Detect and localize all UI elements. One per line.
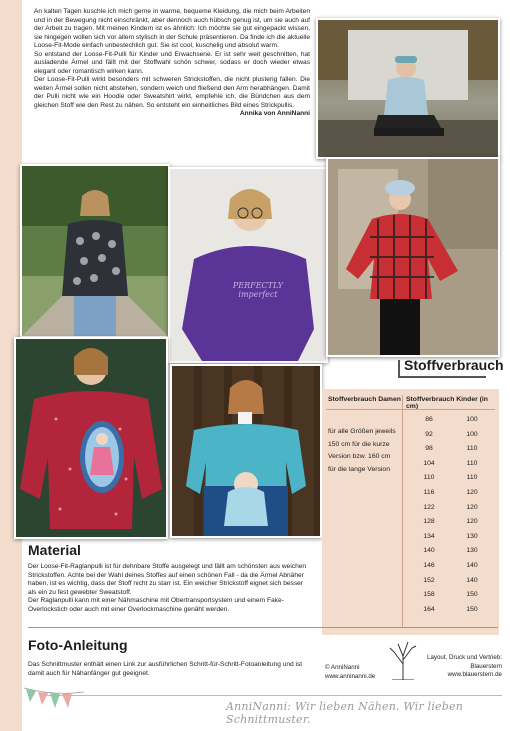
section-rule [28,627,498,628]
material-paragraph-1: Der Loose-Fit-Raglanpulli ist für dehnbare Stoffe ausgelegt und fällt am schönsten aus weichen Strickstoffen. Achte bei der Wahl deines Stoffes auf einen schönen Fall - da die Ärmel Abnäher haben, ist es wichtig, dass der Stoff nicht zu starr ist. Ein weicher Strickstoff eignet sich besser als ein zu fest gewebter Sweatstoff. [28,563,307,596]
photo-woman-purple-sweater-art [170,169,326,361]
publisher-website[interactable]: www.blauerstern.de [447,671,502,678]
brand-info [325,664,375,681]
material-heading: Material [28,542,81,558]
photo-woman-purple-sweater [168,167,328,363]
photo-woman-sitting [316,18,500,159]
foto-anleitung-heading: Foto-Anleitung [28,637,128,653]
tree-logo-icon [388,640,418,680]
table-column-divider [402,395,403,628]
stoffverbrauch-table [322,389,499,635]
photo-girl-plaid [326,157,500,357]
photo-woman-sitting-art [318,20,498,157]
photo-girl-red-sweater-art [16,339,166,537]
foto-anleitung-text: Das Schnittmuster enthält einen Link zur ausführlichen Schritt-für-Schritt-Fotoanleitung und ist damit auch für Nähanfänger gut geeignet. [28,661,303,677]
table-header-damen: Stoffverbrauch Damen [328,396,401,403]
copyright: © AnniNanni [325,664,360,671]
photo-girl-red-sweater [14,337,168,539]
intro-text [34,8,310,119]
intro-paragraph-1: An kalten Tagen kuschle ich mich gerne in warme, bequeme Kleidung, die mich beim Arbeiten und in der Bewegung nicht einschränkt, aber dennoch auch hübsch genug ist, um sie auch auf der Arbeit zu tragen. Mit meinen Kindern ist es ähnlich: Ich möchte sie gut eingepackt wissen, sie hingegen wollen sich vor allem stylisch in der Schule präsentieren. Da finde ich die aktuelle Loose-Fit-Mode einfach unbestechlich gut. Sie ist cool, kuschelig und absolut warm. [34,8,310,49]
website-link[interactable]: www.anninanni.de [325,672,376,680]
material-text [28,563,312,615]
photo-girl-grey-sweater [20,164,170,338]
table-sizes: 86 92 98 104 110 116 122 128 134 140 146 152 158 164 [423,416,435,613]
material-paragraph-2: Der Raglanpulli kann mit einer Nähmaschine mit Obertransportsystem und einem Fake-Overlockstich oder auch mit einer Overlockmaschine genäht werden. [28,597,284,613]
footer-slogan: AnniNanni: Wir lieben Nähen. Wir lieben Schnittmuster. [226,700,463,726]
publisher-label: Layout, Druck und Vertrieb: [427,654,502,661]
stoffverbrauch-heading: Stoffverbrauch [404,357,504,373]
intro-paragraph-3: Der Loose-Fit-Pulli wirkt besonders mit schweren Strickstoffen, die nicht plusterig fallen. Die weiten Ärmel sollen nicht abstehen, sondern weich und fließend den Arm herabhängen. Damit der Pulli nicht wie ein Hoodie oder Sweatshirt wirkt, empfehle ich, die Bündchen aus dem gleichen Stoff wie den Rest zu nähen. So entsteht ein einheitliches Bild eines Strickpullis. [34,76,310,109]
table-header-kinder: Stoffverbrauch Kinder (in cm) [406,396,488,410]
bunting-icon [24,686,84,720]
photo-girl-turquoise-sweater [170,364,322,538]
sweater-print-text: PERFECTLY imperfect [232,281,284,299]
publisher-info [426,654,502,680]
table-damen-text: für alle Größen jeweils 150 cm für die kurze Version bzw. 160 cm für die lange Version [328,428,396,473]
photo-girl-grey-sweater-art [22,166,168,336]
footer-rule [40,695,502,696]
publisher-name: Blauerstern [470,662,502,670]
intro-signature: Annika von AnniNanni [239,110,310,117]
photo-girl-plaid-art [328,159,498,355]
table-lengths: 100 100 110 110 110 120 120 120 130 130 140 140 150 150 [466,416,478,613]
photo-girl-turquoise-sweater-art [172,366,320,536]
intro-paragraph-2: So entstand der Loose-Fit-Pulli für Kinder und Erwachsene. Er ist sehr weit geschnitten, hat ausladende Ärmel und fällt mit der Stoffwahl schön schwer, sodass er doch wieder etwas elegant oder romantisch wirken kann. [34,50,310,75]
table-header-rule [326,409,495,410]
